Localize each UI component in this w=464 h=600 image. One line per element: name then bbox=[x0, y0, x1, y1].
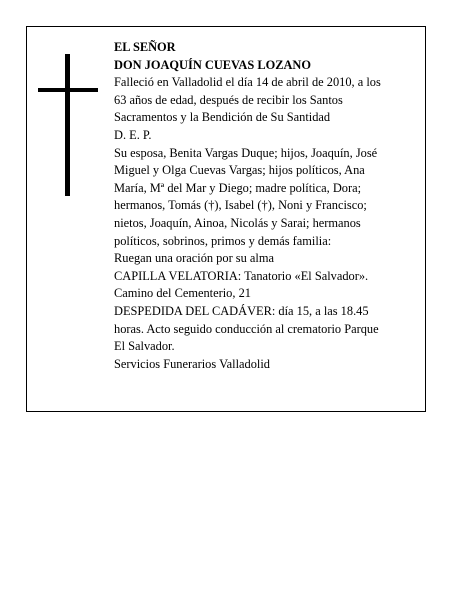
notice-line: Sacramentos y la Bendición de Su Santidad bbox=[114, 110, 331, 125]
farewell-line: DESPEDIDA DEL CADÁVER: día 15, a las 18.45 bbox=[114, 303, 369, 318]
chapel-line: CAPILLA VELATORIA: Tanatorio «El Salvador». bbox=[114, 268, 369, 283]
notice-line: políticos, sobrinos, primos y demás familia: bbox=[114, 233, 332, 248]
cross-horizontal-bar bbox=[38, 88, 98, 92]
cross-icon bbox=[38, 54, 98, 196]
cross-vertical-bar bbox=[65, 54, 70, 196]
notice-line: Su esposa, Benita Vargas Duque; hijos, Joaquín, José bbox=[114, 145, 378, 160]
funeral-services-line: Servicios Funerarios Valladolid bbox=[114, 356, 271, 371]
notice-line: 63 años de edad, después de recibir los Santos bbox=[114, 92, 343, 107]
chapel-address-line: Camino del Cementerio, 21 bbox=[114, 286, 251, 301]
dep-line: D. E. P. bbox=[114, 127, 152, 142]
notice-line: Miguel y Olga Cuevas Vargas; hijos políticos, Ana bbox=[114, 163, 365, 178]
notice-heading-title: EL SEÑOR bbox=[114, 40, 176, 54]
notice-line: nietos, Joaquín, Ainoa, Nicolás y Sarai; hermanos bbox=[114, 215, 361, 230]
farewell-line: El Salvador. bbox=[114, 339, 175, 354]
deceased-name: DON JOAQUÍN CUEVAS LOZANO bbox=[114, 57, 312, 72]
notice-line: hermanos, Tomás (†), Isabel (†), Noni y Francisco; bbox=[114, 198, 367, 213]
notice-line: María, Mª del Mar y Diego; madre política, Dora; bbox=[114, 180, 362, 195]
prayer-request-line: Ruegan una oración por su alma bbox=[114, 251, 274, 266]
farewell-line: horas. Acto seguido conducción al crematorio Parque bbox=[114, 321, 379, 336]
notice-text-block bbox=[114, 39, 414, 373]
notice-line: Falleció en Valladolid el día 14 de abril de 2010, a los bbox=[114, 75, 381, 90]
